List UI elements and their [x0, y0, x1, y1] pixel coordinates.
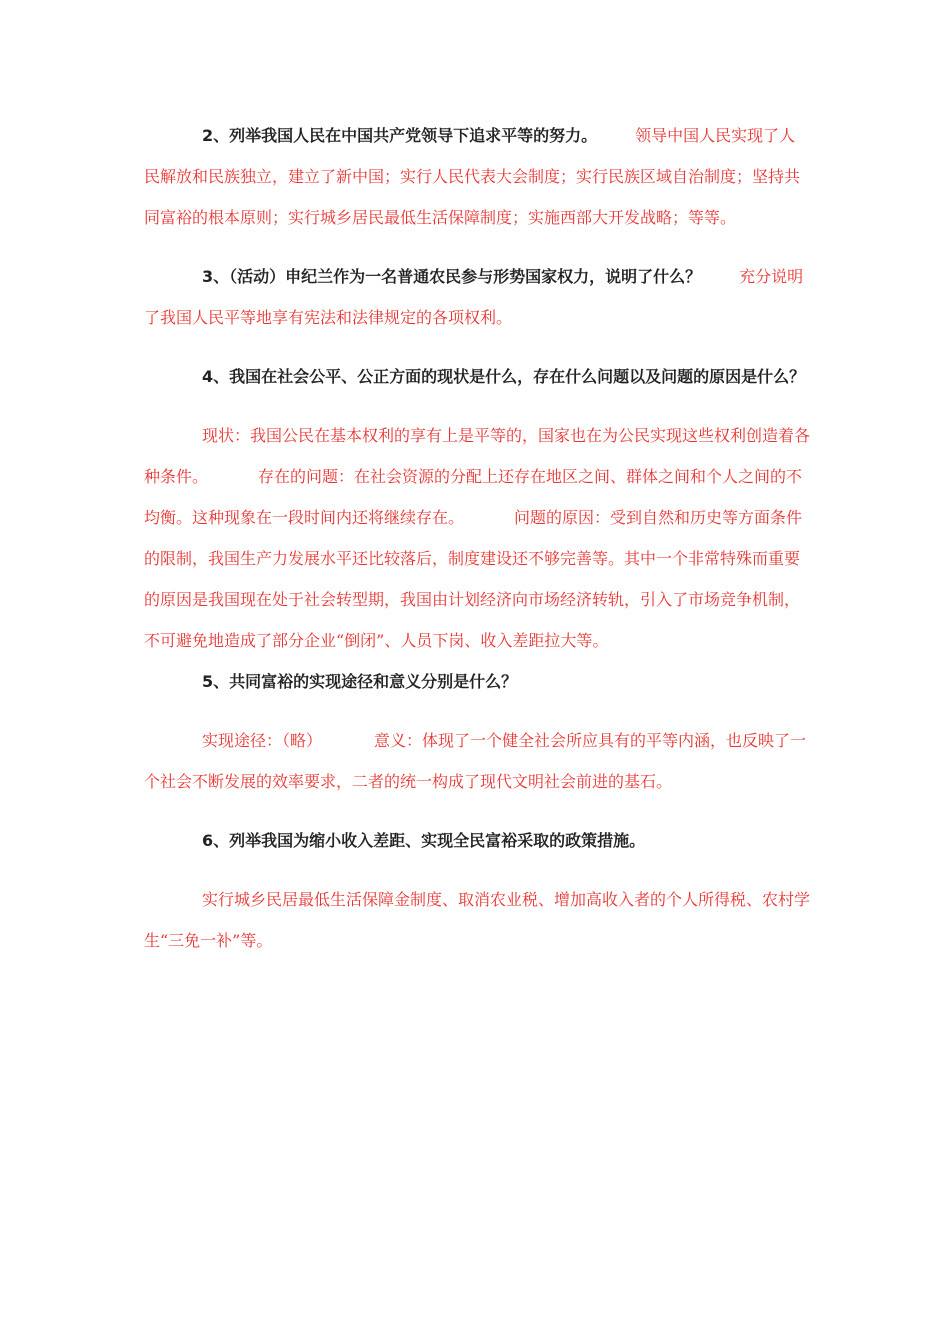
question-2-text: 2、列举我国人民在中国共产党领导下追求平等的努力。 [202, 126, 598, 145]
answer-2-text: 领导中国人民实现了人民解放和民族独立，建立了新中国；实行人民代表大会制度；实行民族区域自治制度；坚持共同富裕的根本原则；实行城乡居民最低生活保障制度；实施西部大开发战略；等等。 [144, 126, 801, 227]
question-5-text: 5、共同富裕的实现途径和意义分别是什么？ [202, 672, 518, 691]
answer-5-meaning-text: 意义：体现了一个健全社会所应具有的平等内涵，也反映了一个社会不断发展的效率要求，二者的统一构成了现代文明社会前进的基石。 [144, 731, 807, 791]
question-4-paragraph [144, 356, 810, 397]
question-4-text: 4、我国在社会公平、公正方面的现状是什么，存在什么问题以及问题的原因是什么？ [202, 367, 806, 386]
question-6-text: 6、列举我国为缩小收入差距、实现全民富裕采取的政策措施。 [202, 831, 646, 850]
answer-6-text: 实行城乡民居最低生活保障金制度、取消农业税、增加高收入者的个人所得税、农村学生“三免一补”等。 [144, 890, 811, 950]
question-3-paragraph [144, 256, 810, 338]
document-content [144, 115, 810, 961]
answer-4-paragraph [144, 415, 810, 661]
answer-4-status-text: 现状：我国公民在基本权利的享有上是平等的，国家也在为公民实现这些权利创造着各种条件。 [144, 426, 811, 486]
question-2-paragraph [144, 115, 810, 238]
answer-5-path-text: 实现途径：（略） [202, 731, 323, 750]
answer-3-text: 充分说明了我国人民平等地享有宪法和法律规定的各项权利。 [144, 267, 804, 327]
answer-4-reason-text: 问题的原因：受到自然和历史等方面条件的限制，我国生产力发展水平还比较落后，制度建设还不够完善等。其中一个非常特殊而重要的原因是我国现在处于社会转型期，我国由计划经济向市场经济转轨，引入了市场竞争机制，不可避免地造成了部分企业“倒闭”、人员下岗、收入差距拉大等。 [144, 508, 803, 650]
answer-6-paragraph [144, 879, 810, 961]
question-5-paragraph [144, 661, 810, 702]
answer-5-paragraph [144, 720, 810, 802]
question-3-text: 3、（活动）申纪兰作为一名普通农民参与形势国家权力，说明了什么？ [202, 267, 702, 286]
question-6-paragraph [144, 820, 810, 861]
answer-4-problem-text: 存在的问题：在社会资源的分配上还存在地区之间、群体之间和个人之间的不均衡。这种现象在一段时间内还将继续存在。 [144, 467, 803, 527]
